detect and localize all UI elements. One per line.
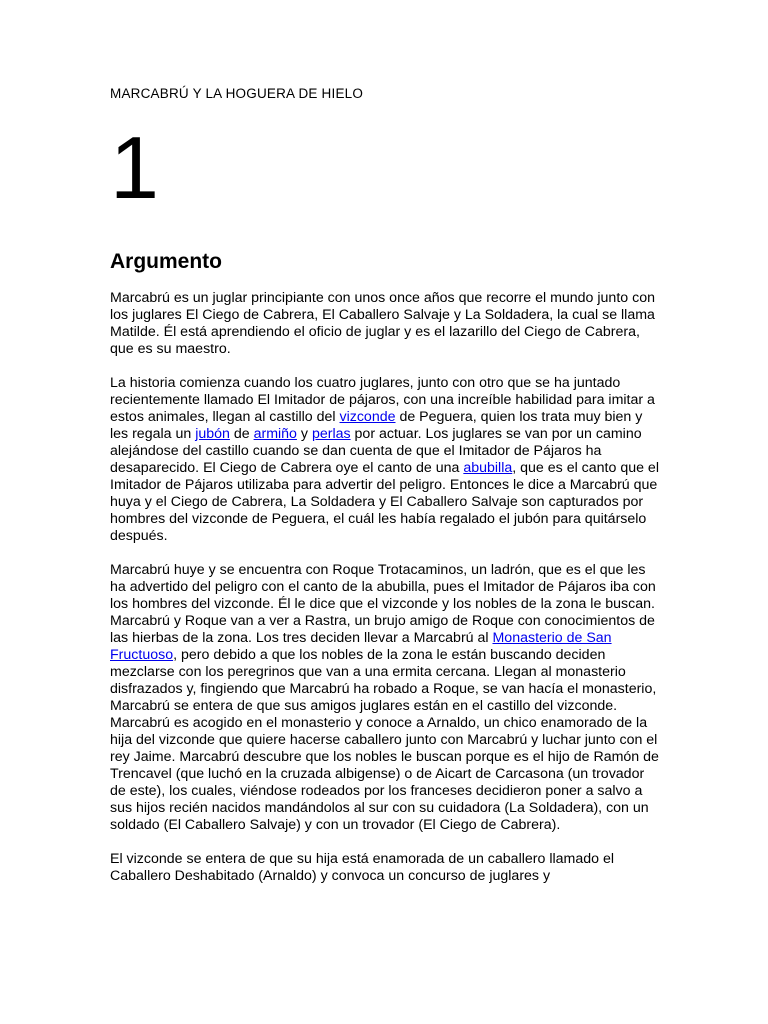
link-armino[interactable]: armiño: [253, 426, 297, 442]
book-title: MARCABRÚ Y LA HOGUERA DE HIELO: [110, 86, 364, 101]
paragraph-4: El vizconde se entera de que su hija está enamorada de un caballero llamado el Caballero Deshabitado (Arnaldo) y convoca un concurso de juglares y: [110, 851, 614, 884]
link-monasterio[interactable]: Monasterio de San Fructuoso: [110, 630, 612, 663]
link-perlas[interactable]: perlas: [311, 426, 351, 442]
paragraph-2-text: de Peguera, quien los trata muy bien y les regala un: [110, 409, 643, 442]
paragraph-2: [110, 375, 660, 545]
paragraph-3: [110, 562, 660, 834]
paragraph-2-text: y: [296, 426, 312, 442]
paragraph-1: Marcabrú es un juglar principiante con unos once años que recorre el mundo junto con los juglares El Ciego de Cabrera, El Caballero Salvaje y La Soldadera, la cual se llama Matilde. Él está aprendiendo el oficio de juglar y es el lazarillo del Ciego de Cabrera, que es su maestro.: [110, 290, 655, 357]
body-text: [110, 290, 660, 902]
link-jubon[interactable]: jubón: [195, 426, 230, 442]
chapter-number: 1: [110, 118, 159, 217]
section-heading: Argumento: [110, 250, 222, 273]
paragraph-2-text: La historia comienza cuando los cuatro juglares, junto con otro que se ha juntado recientemente llamado El Imitador de pájaros, con una increíble habilidad para imitar a estos animales, llegan al castillo del: [110, 375, 655, 425]
paragraph-3-text: Marcabrú huye y se encuentra con Roque Trotacaminos, un ladrón, que es el que les ha advertido del peligro con el canto de la abubilla, pues el Imitador de Pájaros iba con los hombres del vizconde. Él le dice que el vizconde y los nobles de la zona le buscan. Marcabrú y Roque van a ver a Rastra, un brujo amigo de Roque con conocimientos de las hierbas de la zona. Los tres deciden llevar a Marcabrú al: [110, 562, 656, 646]
link-abubilla[interactable]: abubilla: [463, 460, 513, 476]
paragraph-2-text: por actuar. Los juglares se van por un camino alejándose del castillo cuando se dan cuenta de que el Imitador de Pájaros ha desaparecido. El Ciego de Cabrera oye el canto de una: [110, 426, 642, 476]
paragraph-2-text: de: [229, 426, 254, 442]
link-vizconde[interactable]: vizconde: [339, 409, 396, 425]
paragraph-2-text: , que es el canto que el Imitador de Pájaros utilizaba para advertir del peligro. Entonces le dice a Marcabrú que huya y el Ciego de Cabrera, La Soldadera y El Caballero Salvaje son capturados por hombres del vizconde de Peguera, el cuál les había regalado el jubón para quitárselo después.: [110, 460, 659, 544]
paragraph-3-text: , pero debido a que los nobles de la zona le están buscando deciden mezclarse con los peregrinos que van a una ermita cercana. Llegan al monasterio disfrazados y, fingiendo que Marcabrú ha robado a Roque, se van hacía el monasterio, Marcabrú se entera de que sus amigos juglares están en el castillo del vizconde. Marcabrú es acogido en el monasterio y conoce a Arnaldo, un chico enamorado de la hija del vizconde que quiere hacerse caballero junto con Marcabrú y luchar junto con el rey Jaime. Marcabrú descubre que los nobles le buscan porque es el hijo de Ramón de Trencavel (que luchó en la cruzada albigense) o de Aicart de Carcasona (un trovador de este), los cuales, viéndose rodeados por los franceses decidieron poner a salvo a sus hijos recién nacidos mandándolos al sur con su cuidadora (La Soldadera), con un soldado (El Caballero Salvaje) y con un trovador (El Ciego de Cabrera).: [110, 647, 659, 833]
